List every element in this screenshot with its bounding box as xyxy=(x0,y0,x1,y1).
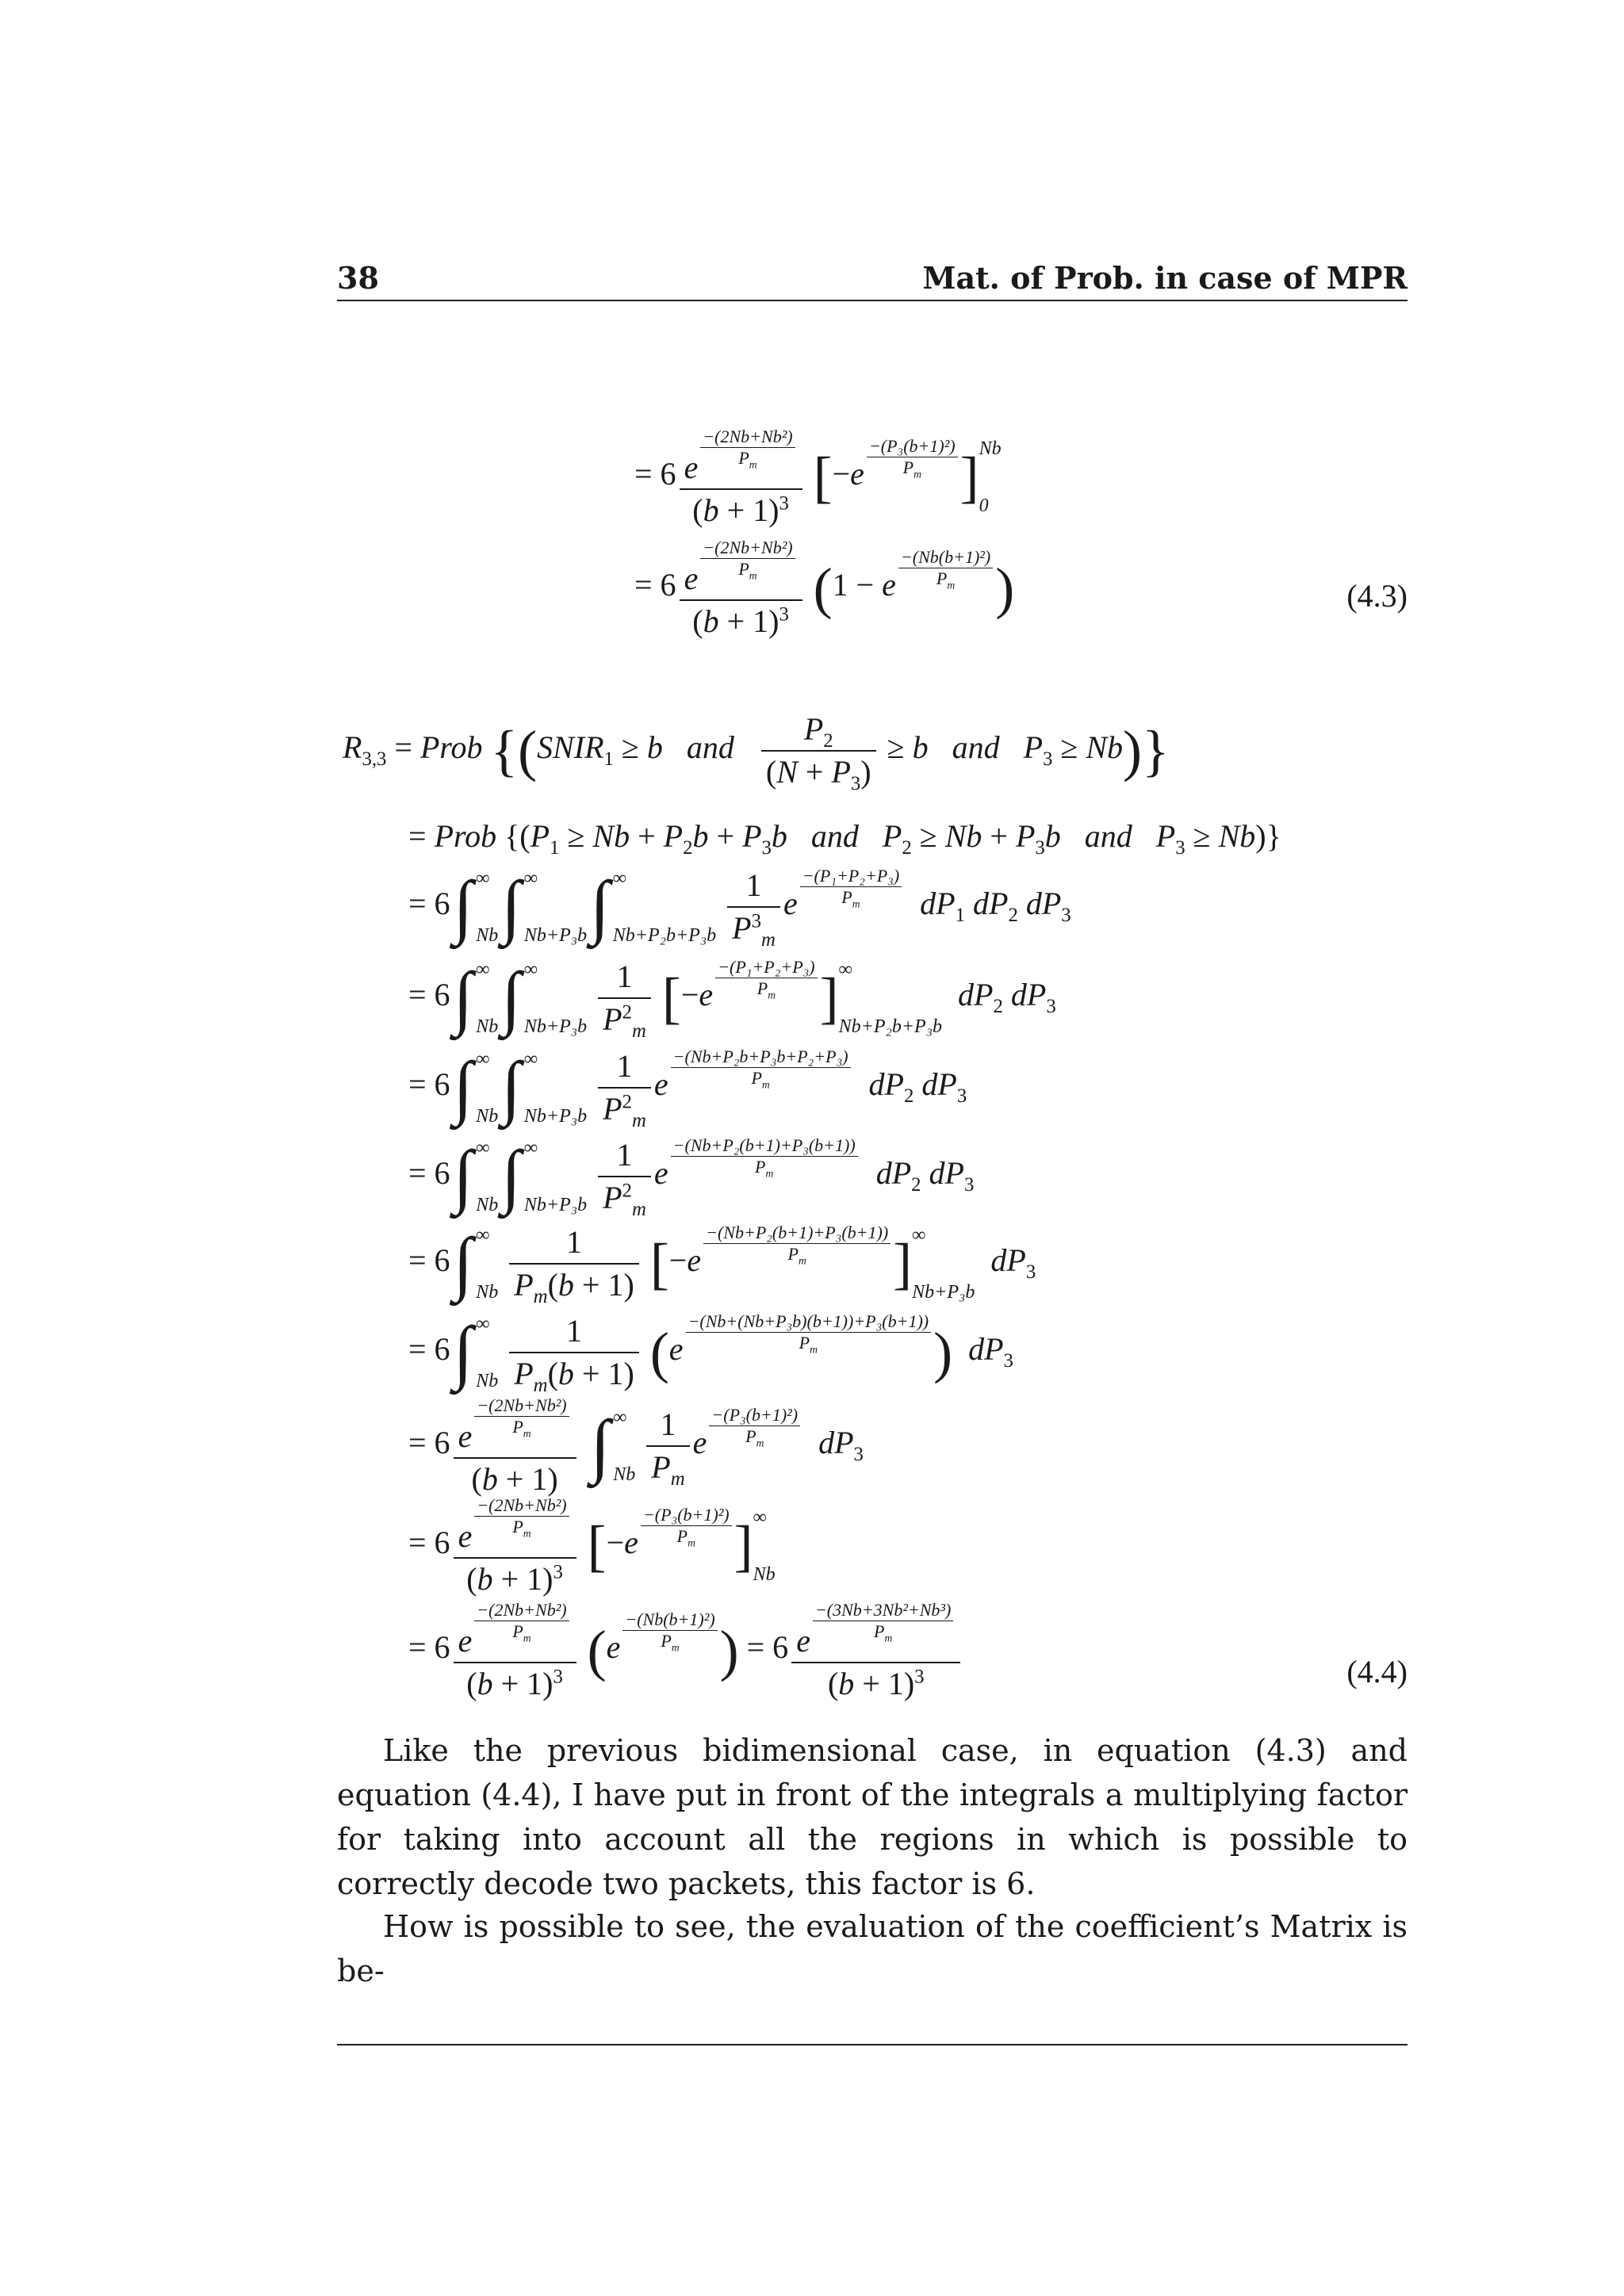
equation-number-4-3: (4.3) xyxy=(1346,578,1408,614)
paragraph-1: Like the previous bidimensional case, in equation (4.3) and equation (4.4), I have put in front of the integrals a multiplying factor for taking into account all the regions in which is possible to correctly decode two packets, this factor is 6. xyxy=(337,1733,1408,1901)
equation-4-4-line-6: = 6∫ ∞ Nb ∫ ∞ Nb+P₃b $\frac{1}{P^2_m}$ e $\frac{\text{−(Nb+P₂(b+1)+P₃(b+1))}}{P_m}$ $dP_2$ $dP_3$ xyxy=(408,1135,975,1220)
equation-4-4-line-7: = 6∫ ∞ Nb $\frac{1}{P_m(b + 1)}$ [−e $\frac{\text{−(Nb+P₂(b+1)+P₃(b+1))}}{P_m}$ ] ∞ Nb+P₃b $dP_3$ xyxy=(408,1223,1036,1307)
equation-4-4-line-10: = 6 e $\frac{\text{−(2Nb+Nb²)}}{P_m}$ $(b + 1)^3$ [−e $\frac{\text{−(P₃(b+1)²)}}{P_m}$ ] ∞ Nb xyxy=(408,1495,776,1597)
equation-4-4-line-8: = 6∫ ∞ Nb $\frac{1}{P_m(b + 1)}$ (e $\frac{\text{−(Nb+(Nb+P₃b)(b+1))+P₃(b+1))}}{P_m}$ ) $dP_3$ xyxy=(408,1311,1013,1396)
equation-4-4-line-3: = 6∫ ∞ Nb ∫ ∞ Nb+P₃b ∫ ∞ Nb+P₂b+P₃b $\frac{1}{P^3_m}$ e $\frac{\text{−(P₁+P₂+P₃)}}{P_m}$ $dP_1$ $dP_2$ $dP_3$ xyxy=(408,866,1071,951)
equation-4-4-lhs: $R_{3,3}$ = Prob {($SNIR_1 \ge b$ and $\frac{P_2}{(N + P_3)}$ ≥ b and $P_3 \ge Nb$)} xyxy=(343,711,1170,794)
equation-4-4-line-2: = Prob {($P_1 \ge Nb + P_2b + P_3b$ and $P_2 \ge Nb + P_3b$ and $P_3 \ge Nb$)} xyxy=(408,818,1281,859)
equation-number-4-4: (4.4) xyxy=(1346,1654,1408,1689)
equation-4-4-line-4: = 6∫ ∞ Nb ∫ ∞ Nb+P₃b $\frac{1}{P^2_m}$ [−e $\frac{\text{−(P₁+P₂+P₃)}}{P_m}$ ] ∞ Nb+P₂b+P₃b $dP_2$ $dP_3$ xyxy=(408,957,1056,1042)
equation-4-4-line-11: = 6 e $\frac{\text{−(2Nb+Nb²)}}{P_m}$ $(b + 1)^3$ (e $\frac{\text{−(Nb(b+1)²)}}{P_m}$ ) = 6 e $\frac{\text{−(3Nb+3Nb²+Nb³)}}{P_m}$ $(b + 1)^3$ xyxy=(408,1601,963,1700)
footer-rule xyxy=(337,2044,1408,2045)
equation-4-3-line-1: = 6 e $\frac{\text{−(2Nb+Nb²)}}{P_m}$ $(b + 1)^3$ [−e $\frac{\text{−(P₃(b+1)²)}}{P_m}$ ] Nb 0 xyxy=(634,427,1002,528)
equation-4-3-line-2: = 6 e $\frac{\text{−(2Nb+Nb²)}}{P_m}$ $(b + 1)^3$ (1 − e $\frac{\text{−(Nb(b+1)²)}}{P_m}$ ) xyxy=(634,538,1015,639)
running-title: Mat. of Prob. in case of MPR xyxy=(922,260,1408,296)
page-number: 38 xyxy=(337,260,379,296)
page-header xyxy=(337,252,1408,301)
equation-4-4-line-5: = 6∫ ∞ Nb ∫ ∞ Nb+P₃b $\frac{1}{P^2_m}$ e $\frac{\text{−(Nb+P₂b+P₃b+P₂+P₃)}}{P_m}$ $dP_2$ $dP_3$ xyxy=(408,1047,967,1131)
paragraph-2: How is possible to see, the evaluation of the coefficient’s Matrix is be- xyxy=(337,1909,1408,1988)
equation-4-4-line-9: = 6 e $\frac{\text{−(2Nb+Nb²)}}{P_m}$ (b + 1) ∫ ∞ Nb $\frac{1}{P_m}$ e $\frac{\text{−(P₃(b+1)²)}}{P_m}$ $dP_3$ xyxy=(408,1395,864,1497)
